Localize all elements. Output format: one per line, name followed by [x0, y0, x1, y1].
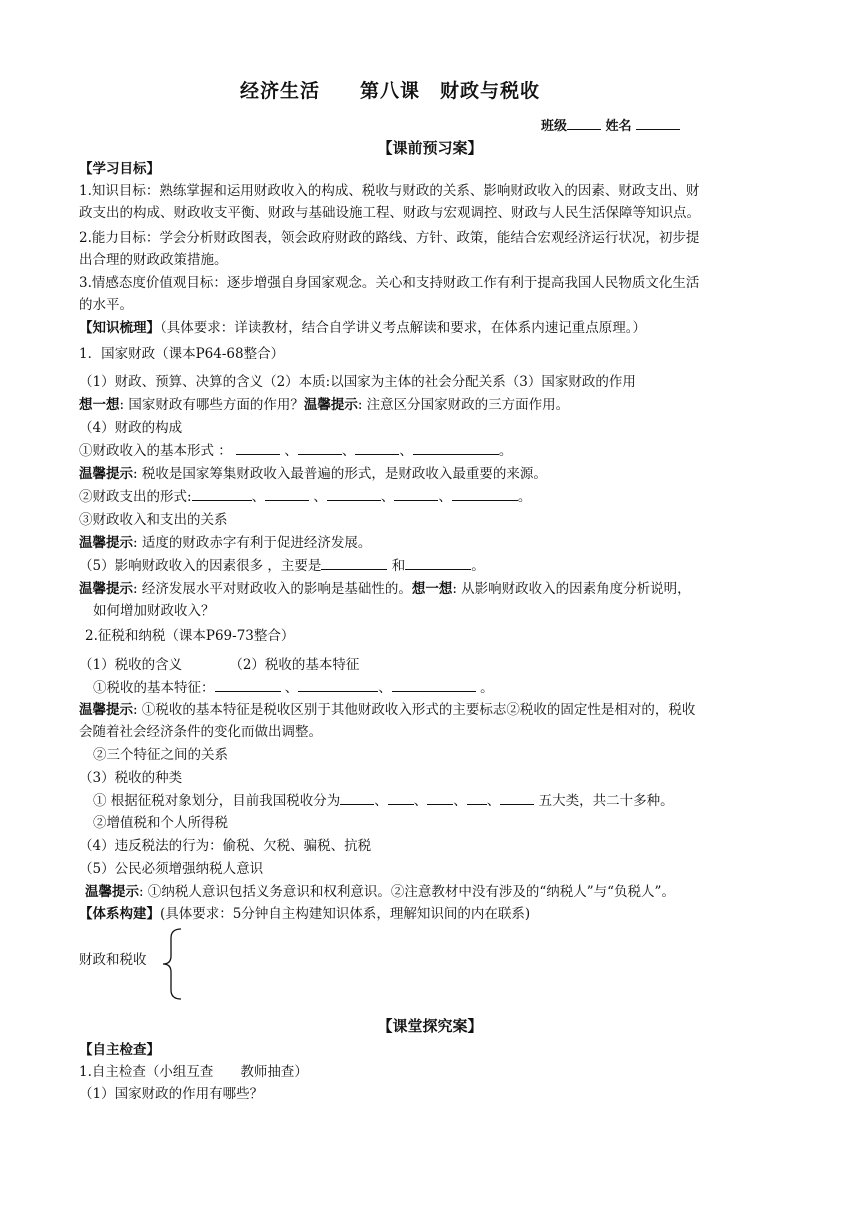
- blank-tax-3[interactable]: [427, 790, 453, 805]
- blank-feature-2[interactable]: [298, 677, 378, 692]
- blank-expend-2[interactable]: [265, 486, 309, 501]
- tip-text-6: : ①纳税人意识包括义务意识和权利意识。②注意教材中没有涉及的“纳税人”与“负税人”。: [139, 884, 675, 900]
- section-2-1-b: ②三个特征之间的关系: [93, 747, 228, 763]
- system-requirement: (具体要求：5分钟自主构建知识体系，理解知识间的内在联系): [160, 906, 531, 922]
- section-2-5: （5）公民必须增强纳税人意识: [79, 861, 264, 877]
- tax-features-label: ①税收的基本特征：: [93, 680, 215, 696]
- tip-label: 温馨提示: [79, 466, 133, 482]
- tip-text-3: : 适度的财政赤字有利于促进经济发展。: [133, 535, 372, 551]
- name-blank[interactable]: [636, 115, 680, 130]
- blank-revenue-4[interactable]: [413, 440, 499, 455]
- factors-label: （5）影响财政收入的因素很多 ，主要是: [79, 558, 322, 574]
- tip-label: 温馨提示: [79, 535, 133, 551]
- in-class-heading: 【课堂探究案】: [377, 1017, 483, 1035]
- blank-expend-4[interactable]: [394, 486, 438, 501]
- curly-brace-icon: [161, 928, 185, 1000]
- goal-3-line-1: 3.情感态度价值观目标：逐步增强自身国家观念。关心和支持财政工作有利于提高我国人民物质文化生活: [79, 275, 700, 291]
- revenue-forms-line: ①财政收入的基本形式 ： 、 、 、 。: [79, 440, 789, 462]
- tip-line-3: [79, 532, 789, 554]
- knowledge-system-diagram: [79, 928, 279, 1008]
- tip-text-2: : 税收是国家筹集财政收入最普遍的形式，是财政收入最重要的来源。: [133, 466, 547, 482]
- blank-tax-2[interactable]: [388, 790, 414, 805]
- blank-tax-5[interactable]: [500, 790, 534, 805]
- review-requirement: （具体要求：详读教材，结合自学讲义考点解读和要求，在体系内速记重点原理。）: [160, 320, 646, 336]
- section-2-4: （4）违反税法的行为：偷税、欠税、骗税、抗税: [79, 838, 372, 854]
- revenue-forms-label: ①财政收入的基本形式 ：: [79, 443, 232, 459]
- tip-label: 温馨提示: [85, 884, 139, 900]
- think-line-2b: 如何增加财政收入？: [93, 603, 215, 619]
- tax-types-tail: 五大类，共二十多种。: [538, 793, 674, 809]
- class-blank[interactable]: [567, 115, 601, 130]
- and-label: 和: [391, 558, 406, 574]
- blank-revenue-1[interactable]: [236, 440, 280, 455]
- blank-expend-3[interactable]: [327, 486, 381, 501]
- tip-line-2: [79, 463, 789, 485]
- blank-factor-1[interactable]: [321, 555, 387, 570]
- system-line: [79, 903, 789, 925]
- goal-1-line-1: 1.知识目标：熟练掌握和运用财政收入的构成、税收与财政的关系、影响财政收入的因素、财政支出、财: [79, 183, 700, 199]
- section-2-1: （1）税收的含义 （2）税收的基本特征: [79, 657, 360, 673]
- think-text-1: : 国家财政有哪些方面的作用？: [119, 397, 304, 413]
- goals-heading: 【学习目标】: [79, 161, 160, 177]
- blank-tax-4[interactable]: [467, 790, 487, 805]
- tip-text-5b: 会随着社会经济条件的变化而做出调整。: [79, 724, 322, 740]
- system-root: 财政和税收: [79, 952, 147, 968]
- section-2-3: （3）税收的种类: [79, 770, 183, 786]
- think-line-1: [79, 394, 789, 416]
- review-heading: 【知识梳理】: [79, 320, 160, 336]
- tax-types-label: ① 根据征税对象划分，目前我国税收分为: [93, 793, 341, 809]
- self-check-1: 1.自主检查（小组互查 教师抽查）: [79, 1064, 308, 1080]
- tip-label: 温馨提示: [79, 702, 133, 718]
- blank-expend-5[interactable]: [452, 486, 518, 501]
- blank-feature-3[interactable]: [392, 677, 476, 692]
- review-heading-line: [79, 317, 789, 339]
- name-label: 姓名: [605, 119, 632, 134]
- goal-1-line-2: 政支出的构成、财政收支平衡、财政与基础设施工程、财政与宏观调控、财政与人民生活保障等知识点。: [79, 205, 700, 221]
- system-heading: 【体系构建】: [79, 906, 160, 922]
- section-2-title: 2.征税和纳税（课本P69-73整合）: [85, 628, 295, 644]
- section-1-title: 1．国家财政（课本P64-68整合）: [79, 346, 285, 362]
- tax-features-line: ①税收的基本特征： 、 、 。: [93, 677, 803, 699]
- blank-factor-2[interactable]: [405, 555, 471, 570]
- blank-revenue-2[interactable]: [298, 440, 342, 455]
- think-label: 想一想: [411, 581, 453, 597]
- question-1: （1）国家财政的作用有哪些？: [79, 1086, 264, 1102]
- section-1-4-3: ③财政收入和支出的关系: [79, 512, 228, 528]
- tip-line-5: [79, 699, 789, 721]
- pre-class-heading: 【课前预习案】: [377, 139, 483, 157]
- blank-feature-1[interactable]: [215, 677, 281, 692]
- blank-revenue-3[interactable]: [355, 440, 399, 455]
- expenditure-forms-label: ②财政支出的形式:: [79, 489, 192, 505]
- section-2-3-b: ②增值税和个人所得税: [93, 815, 228, 831]
- blank-tax-1[interactable]: [340, 790, 374, 805]
- think-text-2: : 从影响财政收入的因素角度分析说明，: [452, 581, 691, 597]
- tip-text-5a: : ①税收的基本特征是税收区别于其他财政收入形式的主要标志②税收的固定性是相对的，税收: [133, 702, 696, 718]
- tip-line-6: [85, 881, 795, 903]
- goal-2-line-1: 2.能力目标：学会分析财政图表，领会政府财政的路线、方针、政策，能结合宏观经济运行状况，初步提: [79, 230, 700, 246]
- goal-2-line-2: 出合理的财政政策措施。: [79, 252, 228, 268]
- tip-text-4: : 经济发展水平对财政收入的影响是基础性的。: [133, 581, 412, 597]
- factors-line: （5）影响财政收入的因素很多 ，主要是 和 。: [79, 555, 789, 577]
- blank-expend-1[interactable]: [192, 486, 252, 501]
- tip-line-4: [79, 578, 789, 600]
- self-check-heading: 【自主检查】: [79, 1042, 160, 1058]
- tip-label: 温馨提示: [79, 581, 133, 597]
- class-label: 班级: [541, 119, 568, 134]
- tip-text-1: : 注意区分国家财政的三方面作用。: [357, 397, 570, 413]
- section-1-4: （4）财政的构成: [79, 420, 183, 436]
- tip-label: 温馨提示: [303, 397, 358, 413]
- page-title: 经济生活 第八课 财政与税收: [239, 80, 540, 102]
- class-name-fields: [541, 115, 680, 134]
- think-label: 想一想: [79, 397, 120, 413]
- expenditure-forms-line: ②财政支出的形式: 、 、 、 、 。: [79, 486, 789, 508]
- tax-types-line: ① 根据征税对象划分，目前我国税收分为 、 、 、 、 五大类，共二十多种。: [93, 790, 803, 812]
- section-1-items: （1）财政、预算、决算的含义（2）本质:以国家为主体的社会分配关系（3）国家财政的作用: [79, 374, 636, 390]
- goal-3-line-2: 的水平。: [79, 297, 133, 313]
